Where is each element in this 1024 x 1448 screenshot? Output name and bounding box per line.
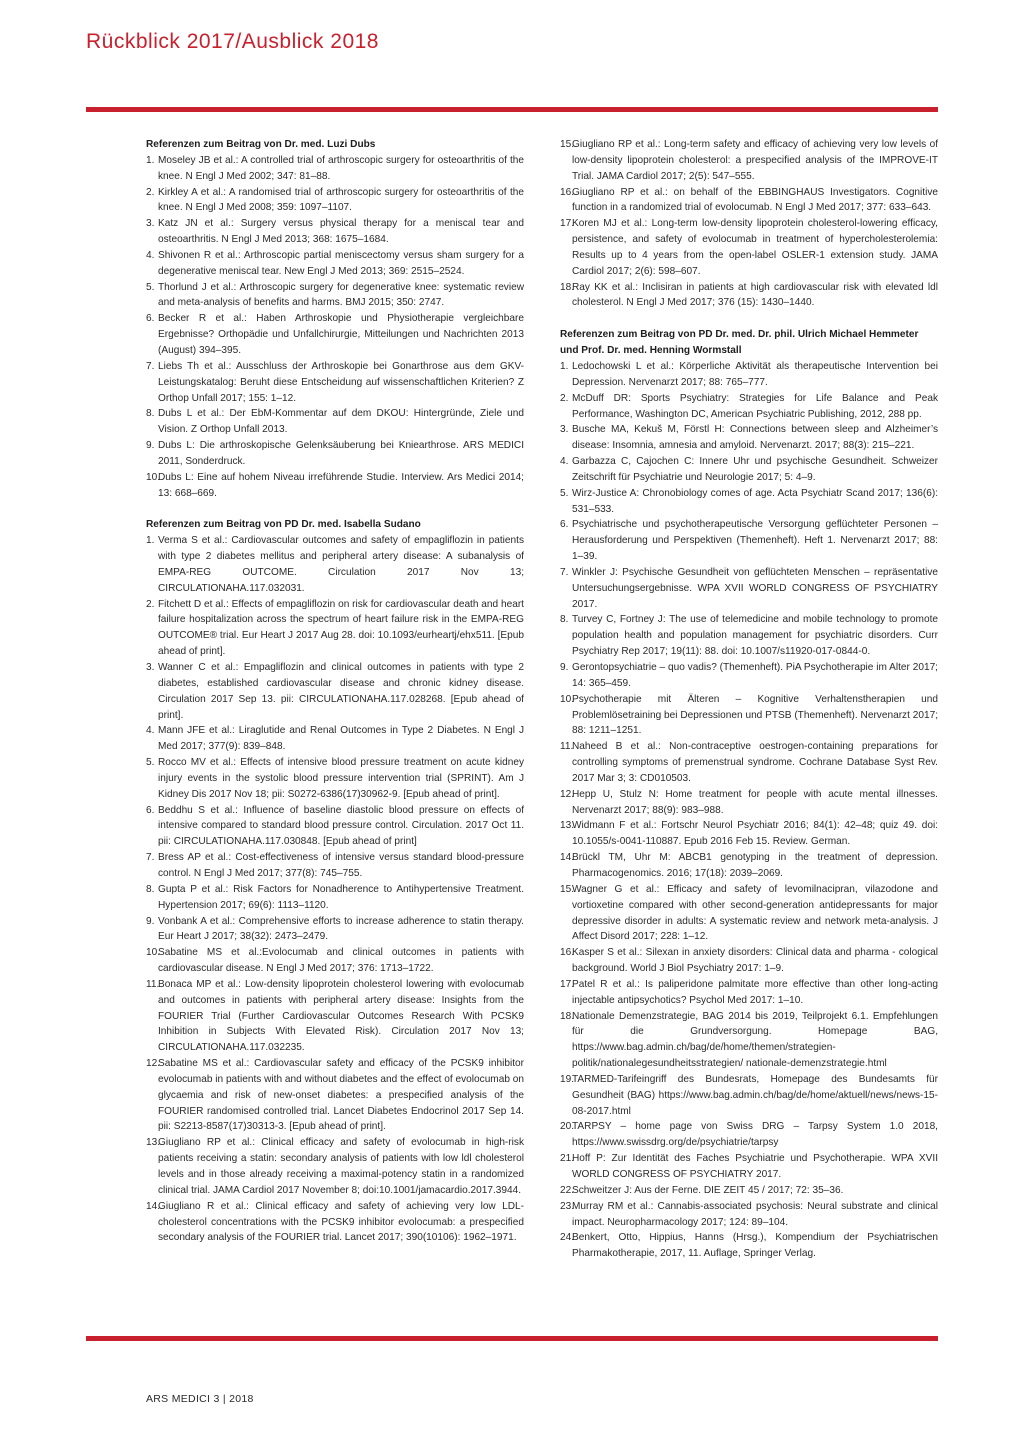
reference-text: Patel R et al.: Is paliperidone palmitate more effective than other long-acting injectable antipsychotics? Psychol Med 2017: 1–10. bbox=[572, 978, 938, 1006]
reference-number: 8. bbox=[146, 408, 155, 420]
reference-number: 23. bbox=[560, 1200, 575, 1212]
reference-item bbox=[146, 977, 524, 1056]
reference-number: 21. bbox=[560, 1153, 575, 1165]
reference-item bbox=[560, 850, 938, 882]
reference-list bbox=[146, 153, 524, 502]
reference-text: McDuff DR: Sports Psychiatry: Strategies for Life Balance and Peak Performance, Washington DC, American Psychiatric Publishing, 2012, 288 pp. bbox=[572, 392, 938, 420]
reference-number: 14. bbox=[560, 852, 575, 864]
reference-item bbox=[560, 216, 938, 279]
left-column bbox=[146, 137, 524, 1262]
reference-item bbox=[146, 533, 524, 596]
reference-text: Giugliano RP et al.: on behalf of the EBBINGHAUS Investigators. Cognitive function in a randomized trial of evolocumab. N Engl J Med 2017; 377: 633–643. bbox=[572, 186, 938, 214]
reference-text: Nationale Demenzstrategie, BAG 2014 bis 2019, Teilprojekt 6.1. Empfehlungen für die Grundversorgung. Homepage BAG, https://www.bag.admin.ch/bag/de/home/themen/strategien-politik/nationalegesundheitsstrategien/ nationale-demenzstrategie.html bbox=[572, 1010, 938, 1070]
reference-number: 3. bbox=[560, 424, 569, 436]
reference-item bbox=[560, 692, 938, 740]
reference-text: Dubs L: Eine auf hohem Niveau irreführende Studie. Interview. Ars Medici 2014; 13: 668–669. bbox=[158, 471, 524, 499]
reference-item bbox=[146, 216, 524, 248]
reference-number: 1. bbox=[146, 154, 155, 166]
reference-section bbox=[560, 137, 938, 311]
reference-item bbox=[560, 185, 938, 217]
right-column bbox=[560, 137, 938, 1278]
reference-item bbox=[146, 280, 524, 312]
reference-item bbox=[560, 882, 938, 945]
section-heading: Referenzen zum Beitrag von Dr. med. Luzi Dubs bbox=[146, 139, 376, 150]
reference-number: 6. bbox=[560, 519, 569, 531]
reference-number: 3. bbox=[146, 218, 155, 230]
reference-number: 12. bbox=[146, 1058, 161, 1070]
reference-item bbox=[560, 359, 938, 391]
reference-item bbox=[560, 422, 938, 454]
reference-item bbox=[560, 787, 938, 819]
reference-section bbox=[560, 327, 938, 1262]
reference-number: 15. bbox=[560, 139, 575, 150]
reference-text: Sabatine MS et al.:Evolocumab and clinical outcomes in patients with cardiovascular disease. N Engl J Med 2017; 376: 1713–1722. bbox=[158, 947, 524, 975]
reference-number: 5. bbox=[146, 757, 155, 769]
reference-text: Giugliano RP et al.: Clinical efficacy and safety of evolocumab in high-risk patients receiving a statin: secondary analysis of patients with low ldl cholesterol levels and in those already receiving a maximal-potency statin in a randomized clinical trial. JAMA Cardiol 2017 November 8; doi:10.1001/jamacardio.2017.3944. bbox=[158, 1137, 524, 1196]
reference-text: Turvey C, Fortney J: The use of telemedicine and mobile technology to promote population health and population management for psychiatric disorders. Curr Psychiatry Rep 2017; 19(11): 88. doi: 10.1007/s11920-017-0844-0. bbox=[572, 614, 938, 658]
reference-number: 8. bbox=[146, 883, 155, 895]
reference-list bbox=[146, 533, 524, 1246]
reference-text: Thorlund J et al.: Arthroscopic surgery for degenerative knee: systematic review and meta-analysis of benefits and harms. BMJ 2015; 350: 2747. bbox=[158, 281, 524, 309]
reference-text: TARPSY – home page von Swiss DRG – Tarpsy System 1.0 2018, https://www.swissdrg.org/de/psychiatrie/tarpsy bbox=[572, 1121, 938, 1149]
reference-section bbox=[146, 517, 524, 1246]
reference-section bbox=[146, 137, 524, 501]
reference-text: Gerontopsychiatrie – quo vadis? (Themenheft). PiA Psychotherapie im Alter 2017; 14: 365–459. bbox=[572, 662, 938, 689]
reference-number: 11. bbox=[560, 741, 574, 753]
reference-item bbox=[560, 565, 938, 613]
reference-number: 5. bbox=[146, 281, 155, 293]
reference-number: 1. bbox=[560, 360, 569, 372]
reference-text: Kasper S et al.: Silexan in anxiety disorders: Clinical data and pharma - cological background. World J Biol Psychiatry 2017: 1–9. bbox=[572, 947, 938, 975]
reference-text: Giugliano RP et al.: Long-term safety and efficacy of achieving very low levels of low-density lipoprotein cholesterol: a prespecified analysis of the IMPROVE-IT Trial. JAMA Cardiol 2017; 2(5): 547–555. bbox=[572, 139, 938, 182]
reference-item bbox=[146, 945, 524, 977]
reference-text: Psychotherapie mit Älteren – Kognitive Verhaltenstherapien und Problemlösetraining bei Depressionen und PTSB (Themenheft). Nervenarzt 2017; 88: 1211–1251. bbox=[572, 693, 938, 737]
reference-item bbox=[560, 612, 938, 660]
reference-item bbox=[560, 1183, 938, 1199]
reference-number: 9. bbox=[560, 662, 569, 673]
reference-text: Widmann F et al.: Fortschr Neurol Psychiatr 2016; 84(1): 42–48; quiz 49. doi: 10.1055/s-0041-110887. Epub 2016 Feb 15. Review. German. bbox=[572, 820, 938, 848]
reference-number: 7. bbox=[146, 852, 155, 864]
reference-text: Wagner G et al.: Efficacy and safety of levomilnacipran, vilazodone and vortioxetine compared with other second-generation antidepressants for major depressive disorder in adults: A systematic review and network meta-analysis. J Affect Disord 2017; 228: 1–12. bbox=[572, 883, 938, 943]
reference-number: 18. bbox=[560, 1010, 575, 1022]
reference-number: 10. bbox=[146, 947, 161, 959]
reference-list bbox=[560, 137, 938, 311]
reference-item bbox=[560, 1230, 938, 1262]
reference-number: 2. bbox=[146, 598, 155, 610]
reference-text: Wirz-Justice A: Chronobiology comes of age. Acta Psychiatr Scand 2017; 136(6): 531–533. bbox=[572, 487, 938, 515]
reference-text: Sabatine MS et al.: Cardiovascular safety and efficacy of the PCSK9 inhibitor evolocumab in patients with and without diabetes and the effect of evolocumab on glycaemia and risk of new-onset diabetes: a prespecified analysis of the FOURIER randomised controlled trial. Lancet Diabetes Endocrinol 2017 Sep 14. pii: S2213-8587(17)30313-3. [Epub ahead of print]. bbox=[158, 1058, 524, 1133]
reference-number: 24. bbox=[560, 1232, 575, 1244]
reference-number: 18. bbox=[560, 281, 575, 293]
reference-text: Bonaca MP et al.: Low-density lipoprotein cholesterol lowering with evolocumab and outcomes in patients with peripheral artery disease: Insights from the FOURIER Trial (Further Cardiovascular Outcomes Research With PCSK9 Inhibition in Subjects With Elevated Risk). Circulation 2017 Nov 13; CIRCULATIONAHA.117.032235. bbox=[158, 978, 524, 1054]
reference-item bbox=[146, 470, 524, 502]
reference-item bbox=[560, 391, 938, 423]
reference-text: Gupta P et al.: Risk Factors for Nonadherence to Antihypertensive Treatment. Hypertension 2017; 69(6): 1113–1120. bbox=[158, 883, 524, 911]
reference-text: Katz JN et al.: Surgery versus physical therapy for a meniscal tear and osteoarthritis. N Engl J Med 2013; 368: 1675–1684. bbox=[158, 218, 524, 246]
reference-text: Ledochowski L et al.: Körperliche Aktivität als therapeutische Intervention bei Depression. Nervenarzt 2017; 88: 765–777. bbox=[572, 360, 938, 388]
reference-number: 6. bbox=[146, 313, 155, 325]
reference-text: Becker R et al.: Haben Arthroskopie und Physiotherapie vergleichbare Ergebnisse? Orthopädie und Unfallchirurgie, Mitteilungen und Nachrichten 2013 (August) 394–395. bbox=[158, 313, 524, 356]
reference-text: Bress AP et al.: Cost-effectiveness of intensive versus standard blood-pressure control. N Engl J Med 2017; 377(8): 745–755. bbox=[158, 852, 524, 879]
reference-number: 9. bbox=[146, 915, 155, 927]
reference-item bbox=[560, 1119, 938, 1151]
reference-item bbox=[560, 137, 938, 185]
reference-number: 2. bbox=[560, 392, 569, 404]
reference-text: Mann JFE et al.: Liraglutide and Renal Outcomes in Type 2 Diabetes. N Engl J Med 2017; 377(9): 839–848. bbox=[158, 725, 524, 753]
reference-text: Psychiatrische und psychotherapeutische Versorgung geflüchteter Personen – Herausforderung und Perspektiven (Themenheft). Heft 1. Nervenarzt 2017; 88: 1–39. bbox=[572, 519, 938, 563]
reference-text: Moseley JB et al.: A controlled trial of arthroscopic surgery for osteoarthritis of the knee. N Engl J Med 2002; 347: 81–88. bbox=[158, 154, 524, 182]
reference-number: 14. bbox=[146, 1200, 161, 1212]
reference-number: 5. bbox=[560, 487, 569, 499]
reference-item bbox=[560, 280, 938, 312]
reference-item bbox=[146, 1135, 524, 1198]
reference-text: Dubs L: Die arthroskopische Gelenksäuberung bei Kniearthrose. ARS MEDICI 2011, Sonderdruck. bbox=[158, 440, 524, 467]
reference-number: 20. bbox=[560, 1121, 575, 1133]
reference-item bbox=[560, 517, 938, 565]
reference-number: 12. bbox=[560, 788, 575, 800]
reference-item bbox=[146, 803, 524, 851]
reference-number: 7. bbox=[146, 360, 155, 372]
reference-text: Beddhu S et al.: Influence of baseline diastolic blood pressure on effects of intensive compared to standard blood pressure control. Circulation. 2017 Oct 11. pii: CIRCULATIONAHA.117.030848. [Epub ahead of print] bbox=[158, 804, 524, 848]
reference-number: 22. bbox=[560, 1184, 575, 1196]
reference-number: 13. bbox=[560, 820, 575, 832]
reference-item bbox=[146, 248, 524, 280]
reference-number: 10. bbox=[560, 693, 575, 705]
reference-text: Verma S et al.: Cardiovascular outcomes and safety of empagliflozin in patients with type 2 diabetes mellitus and peripheral artery disease: A subanalysis of EMPA-REG OUTCOME. Circulation 2017 Nov 13; CIRCULATIONAHA.117.032031. bbox=[158, 535, 524, 594]
reference-number: 11. bbox=[146, 978, 160, 990]
reference-text: Vonbank A et al.: Comprehensive efforts to increase adherence to statin therapy. Eur Heart J 2017; 38(32): 2473–2479. bbox=[158, 915, 524, 943]
reference-text: Koren MJ et al.: Long-term low-density lipoprotein cholesterol-lowering efficacy, persistence, and safety of evolocumab in treatment of hypercholesterolemia: Results up to 4 years from the open-label OSLER-1 extension study. JAMA Cardiol 2017; 2(6): 598–607. bbox=[572, 218, 938, 277]
reference-number: 19. bbox=[560, 1073, 575, 1085]
reference-item bbox=[146, 359, 524, 407]
reference-number: 15. bbox=[560, 883, 575, 895]
reference-text: Dubs L et al.: Der EbM-Kommentar auf dem DKOU: Hintergründe, Ziele und Vision. Z Orthop Unfall 2013. bbox=[158, 408, 524, 436]
reference-item bbox=[146, 660, 524, 723]
reference-number: 7. bbox=[560, 566, 569, 578]
page-title: Rückblick 2017/Ausblick 2018 bbox=[86, 30, 379, 53]
reference-list bbox=[560, 359, 938, 1262]
reference-number: 4. bbox=[146, 725, 155, 737]
reference-item bbox=[560, 977, 938, 1009]
section-heading: Referenzen zum Beitrag von PD Dr. med. Dr. phil. Ulrich Michael Hemmeter und Prof. Dr. med. Henning Wormstall bbox=[560, 329, 919, 357]
reference-text: Ray KK et al.: Inclisiran in patients at high cardiovascular risk with elevated ldl cholesterol. N Engl J Med 2017; 376 (15): 1430–1440. bbox=[572, 281, 938, 309]
reference-text: Hoff P: Zur Identität des Faches Psychiatrie und Psychotherapie. WPA XVII WORLD CONGRESS OF PSYCHIATRY 2017. bbox=[572, 1153, 938, 1180]
section-heading: Referenzen zum Beitrag von PD Dr. med. Isabella Sudano bbox=[146, 519, 421, 531]
reference-item bbox=[146, 406, 524, 438]
header-divider bbox=[86, 107, 938, 112]
reference-item bbox=[146, 850, 524, 882]
footer-divider bbox=[86, 1336, 938, 1341]
reference-item bbox=[560, 739, 938, 787]
reference-item bbox=[560, 1151, 938, 1183]
reference-number: 17. bbox=[560, 218, 575, 230]
reference-item bbox=[146, 1056, 524, 1135]
reference-item bbox=[560, 1199, 938, 1231]
reference-number: 1. bbox=[146, 535, 155, 547]
reference-text: Busche MA, Kekuš M, Förstl H: Connections between sleep and Alzheimer’s disease: Insomnia, amnesia and amyloid. Nervenarzt. 2017; 88(3): 215–221. bbox=[572, 424, 938, 452]
reference-item bbox=[560, 454, 938, 486]
reference-text: Shivonen R et al.: Arthroscopic partial meniscectomy versus sham surgery for a degenerative meniscal tear. New Engl J Med 2013; 369: 2515–2524. bbox=[158, 249, 524, 277]
reference-item bbox=[146, 914, 524, 946]
reference-item bbox=[560, 1009, 938, 1072]
reference-number: 10. bbox=[146, 471, 161, 483]
reference-number: 4. bbox=[560, 456, 569, 468]
reference-text: Winkler J: Psychische Gesundheit von geflüchteten Menschen – repräsentative Untersuchungsergebnisse. WPA XVII WORLD CONGRESS OF PSYCHIATRY 2017. bbox=[572, 566, 938, 610]
reference-text: Giugliano R et al.: Clinical efficacy and safety of achieving very low LDL-cholesterol concentrations with the PCSK9 inhibitor evolocumab: a prespecified secondary analysis of the FOURIER trial. Lancet 2017; 390(10106): 1962–1971. bbox=[158, 1200, 524, 1244]
reference-item bbox=[146, 723, 524, 755]
reference-text: Fitchett D et al.: Effects of empagliflozin on risk for cardiovascular death and heart failure hospitalization across the spectrum of heart failure risk in the EMPA-REG OUTCOME® trial. Eur Heart J 2017 Aug 28. doi: 10.1093/eurheartj/ehx511. [Epub ahead of print]. bbox=[158, 598, 524, 658]
reference-item bbox=[560, 818, 938, 850]
reference-text: Wanner C et al.: Empagliflozin and clinical outcomes in patients with type 2 diabetes, established cardiovascular disease and chronic kidney disease. Circulation 2017 Sep 13. pii: CIRCULATIONAHA.117.028268. [Epub ahead of print]. bbox=[158, 662, 524, 721]
reference-item bbox=[146, 1199, 524, 1247]
reference-number: 16. bbox=[560, 186, 575, 198]
reference-item bbox=[560, 486, 938, 518]
reference-number: 3. bbox=[146, 662, 155, 673]
reference-item bbox=[146, 153, 524, 185]
reference-item bbox=[146, 438, 524, 470]
reference-item bbox=[146, 311, 524, 359]
reference-text: Rocco MV et al.: Effects of intensive blood pressure treatment on acute kidney injury events in the systolic blood pressure intervention trial (SPRINT). Am J Kidney Dis 2017 Nov 18; pii: S0272-6386(17)30962-9. [Epub ahead of print]. bbox=[158, 757, 524, 800]
reference-item bbox=[146, 597, 524, 660]
reference-text: Schweitzer J: Aus der Ferne. DIE ZEIT 45 / 2017; 72: 35–36. bbox=[572, 1184, 844, 1196]
reference-text: Liebs Th et al.: Ausschluss der Arthroskopie bei Gonarthrose aus dem GKV-Leistungskatalog: Beruht diese Entscheidung auf wissenschaftlichen Kriterien? Z Orthop Unfall 2017; 155: 1–12. bbox=[158, 360, 524, 404]
reference-item bbox=[560, 1072, 938, 1120]
reference-item bbox=[146, 882, 524, 914]
reference-text: Murray RM et al.: Cannabis-associated psychosis: Neural substrate and clinical impact. Neuropharmacology 2017; 124: 89–104. bbox=[572, 1200, 938, 1228]
reference-number: 4. bbox=[146, 249, 155, 261]
reference-number: 16. bbox=[560, 947, 575, 959]
reference-number: 13. bbox=[146, 1137, 161, 1149]
reference-number: 8. bbox=[560, 614, 569, 626]
reference-text: Naheed B et al.: Non-contraceptive oestrogen-containing preparations for controlling symptoms of premenstrual syndrome. Cochrane Database Syst Rev. 2017 Mar 3; 3: CD010503. bbox=[572, 741, 938, 784]
reference-number: 17. bbox=[560, 978, 575, 990]
reference-item bbox=[560, 660, 938, 692]
reference-text: Garbazza C, Cajochen C: Innere Uhr und psychische Gesundheit. Schweizer Zeitschrift für Psychiatrie und Neurologie 2017; 5: 4–9. bbox=[572, 456, 938, 483]
reference-number: 6. bbox=[146, 804, 155, 816]
reference-number: 2. bbox=[146, 186, 155, 198]
reference-text: TARMED-Tarifeingriff des Bundesrats, Homepage des Bundesamts für Gesundheit (BAG) https://www.bag.admin.ch/bag/de/home/aktuell/news/news-15-08-2017.html bbox=[572, 1073, 938, 1117]
reference-text: Brückl TM, Uhr M: ABCB1 genotyping in the treatment of depression. Pharmacogenomics. 2016; 17(18): 2039–2069. bbox=[572, 852, 938, 879]
reference-text: Kirkley A et al.: A randomised trial of arthroscopic surgery for osteoarthritis of the knee. N Engl J Med 2008; 359: 1097–1107. bbox=[158, 186, 524, 214]
reference-item bbox=[146, 755, 524, 803]
reference-number: 9. bbox=[146, 440, 155, 452]
reference-text: Benkert, Otto, Hippius, Hanns (Hrsg.), Kompendium der Psychiatrischen Pharmakotherapie, 2017, 11. Auflage, Springer Verlag. bbox=[572, 1232, 938, 1260]
footer-issue-label: ARS MEDICI 3 | 2018 bbox=[146, 1393, 254, 1405]
reference-item bbox=[146, 185, 524, 217]
reference-item bbox=[560, 945, 938, 977]
reference-text: Hepp U, Stulz N: Home treatment for people with acute mental illnesses. Nervenarzt 2017; 88(9): 983–988. bbox=[572, 788, 938, 816]
